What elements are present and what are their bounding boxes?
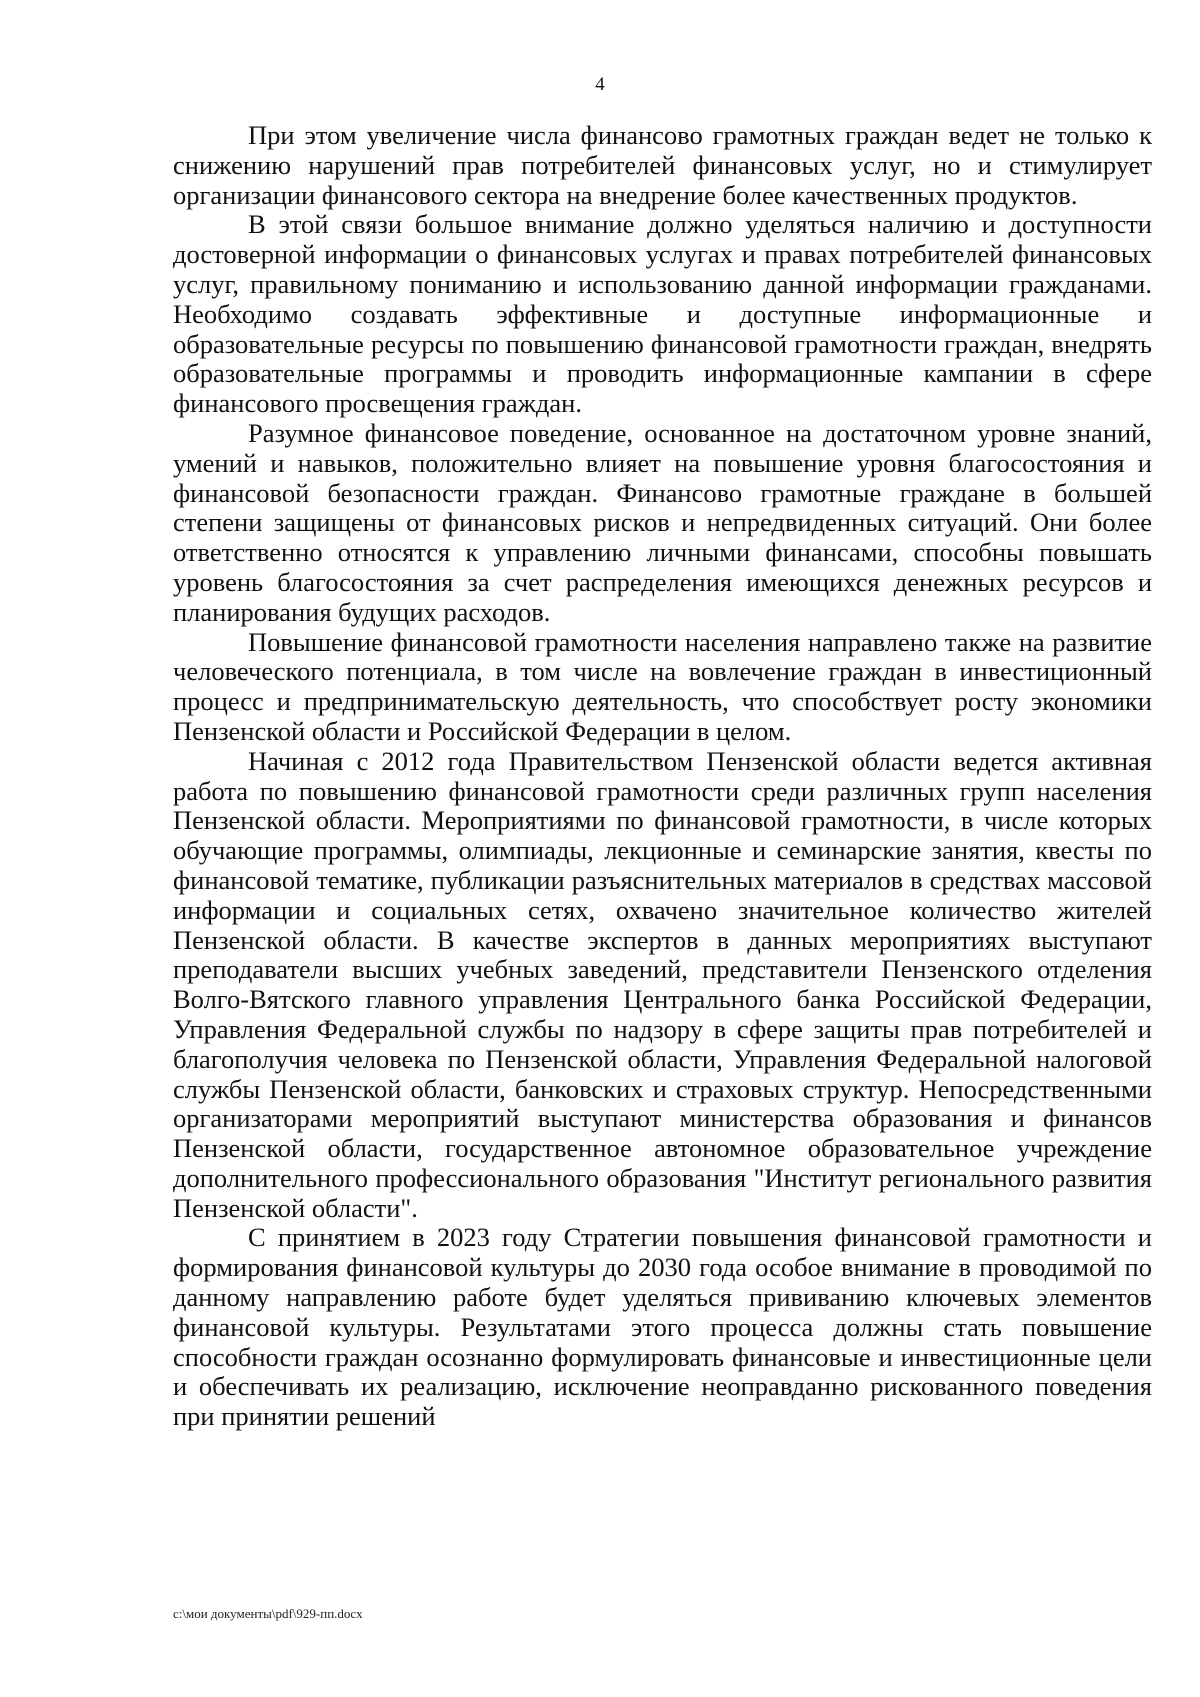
paragraph-2: В этой связи большое внимание должно уделяться наличию и доступности достоверной информации о финансовых услугах и правах потребителей финансовых услуг, правильному пониманию и использованию данной информации гражданами. Необходимо создавать эффективные и доступные информационные и образовательные ресурсы по повышению финансовой грамотности граждан, внедрять образовательные программы и проводить информационные кампании в сфере финансового просвещения граждан. [173, 209, 1152, 419]
paragraph-3: Разумное финансовое поведение, основанное на достаточном уровне знаний, умений и навыков, положительно влияет на повышение уровня благосостояния и финансовой безопасности граждан. Финансово грамотные граждане в большей степени защищены от финансовых рисков и непредвиденных ситуаций. Они более ответственно относятся к управлению личными финансами, способны повышать уровень благосостояния за счет распределения имеющихся денежных ресурсов и планирования будущих расходов. [173, 417, 1152, 627]
page-number: 4 [595, 74, 605, 95]
file-path-footer: c:\мои документы\pdf\929-пп.docx [173, 1606, 363, 1621]
paragraph-5: Начиная с 2012 года Правительством Пензенской области ведется активная работа по повышению финансовой грамотности среди различных групп населения Пензенской области. Мероприятиями по финансовой грамотности, в числе которых обучающие программы, олимпиады, лекционные и семинарские занятия, квесты по финансовой тематике, публикации разъяснительных материалов в средствах массовой информации и социальных сетях, охвачено значительное количество жителей Пензенской области. В качестве экспертов в данных мероприятиях выступают преподаватели высших учебных заведений, представители Пензенского отделения Волго-Вятского главного управления Центрального банка Российской Федерации, Управления Федеральной службы по надзору в сфере защиты прав потребителей и благополучия человека по Пензенской области, Управления Федеральной налоговой службы Пензенской области, банковских и страховых структур. Непосредственными организаторами мероприятий выступают министерства образования и финансов Пензенской области, государственное автономное образовательное учреждение дополнительного профессионального образования "Институт регионального развития Пензенской области". [173, 745, 1152, 1223]
paragraph-6: С принятием в 2023 году Стратегии повышения финансовой грамотности и формирования финансовой культуры до 2030 года особое внимание в проводимой по данному направлению работе будет уделяться прививанию ключевых элементов финансовой культуры. Результатами этого процесса должны стать повышение способности граждан осознанно формулировать финансовые и инвестиционные цели и обеспечивать их реализацию, исключение неоправданно рискованного поведения при принятии решений [173, 1222, 1152, 1432]
paragraph-1: При этом увеличение числа финансово грамотных граждан ведет не только к снижению нарушений прав потребителей финансовых услуг, но и стимулирует организации финансового сектора на внедрение более качественных продуктов. [173, 120, 1152, 210]
document-body [173, 121, 1152, 1432]
paragraph-4: Повышение финансовой грамотности населения направлено также на развитие человеческого потенциала, в том числе на вовлечение граждан в инвестиционный процесс и предпринимательскую деятельность, что способствует росту экономики Пензенской области и Российской Федерации в целом. [173, 626, 1152, 746]
